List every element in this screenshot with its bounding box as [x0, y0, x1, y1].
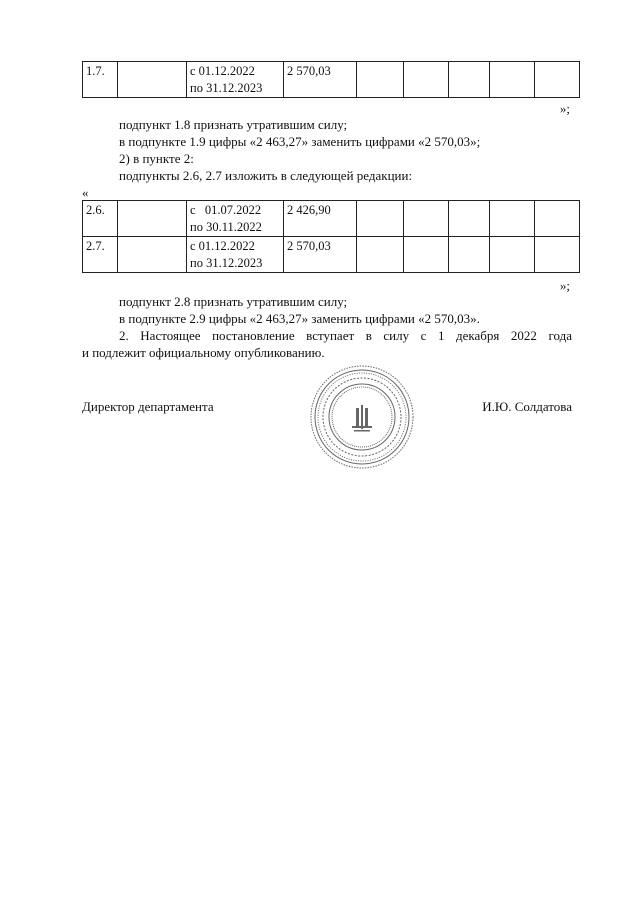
period-start: с 01.12.2022: [190, 64, 255, 78]
table-cell-value: 2 570,03: [284, 62, 357, 98]
table-cell-empty: [357, 237, 404, 273]
round-stamp-icon: [309, 364, 415, 470]
table-cell-empty: [449, 201, 490, 237]
table-row: [83, 62, 580, 98]
paragraph: [82, 328, 572, 344]
table-cell-empty: [490, 237, 535, 273]
period-start: с 01.07.2022: [190, 203, 262, 217]
table-cell-value: 2 570,03: [284, 237, 357, 273]
table-cell-period: [187, 237, 284, 273]
table-cell-empty: [357, 62, 404, 98]
table-cell-empty: [118, 62, 187, 98]
table-cell-number: 2.7.: [83, 237, 118, 273]
tariff-table-1: [82, 61, 580, 98]
table-cell-period: [187, 201, 284, 237]
table-cell-empty: [404, 201, 449, 237]
table-cell-number: 2.6.: [83, 201, 118, 237]
table-cell-value: 2 426,90: [284, 201, 357, 237]
table-cell-empty: [535, 62, 580, 98]
table-row: [83, 237, 580, 273]
table-cell-empty: [118, 201, 187, 237]
period-end: по 31.12.2023: [190, 256, 263, 270]
paragraph: подпункты 2.6, 2.7 изложить в следующей редакции:: [119, 168, 413, 183]
table-cell-empty: [404, 237, 449, 273]
table-cell-empty: [357, 201, 404, 237]
table-cell-empty: [490, 62, 535, 98]
period-start: с 01.12.2022: [190, 239, 255, 253]
table-cell-period: [187, 62, 284, 98]
paragraph-text: 2. Настоящее постановление вступает в силу с 1 декабря 2022 года: [119, 328, 572, 343]
closing-quote: »;: [559, 101, 570, 116]
signature-position: Директор департамента: [82, 399, 214, 414]
period-end: по 30.11.2022: [190, 220, 262, 234]
paragraph: и подлежит официальному опубликованию.: [82, 345, 325, 360]
paragraph: в подпункте 2.9 цифры «2 463,27» заменить цифрами «2 570,03».: [119, 311, 480, 326]
table-cell-empty: [404, 62, 449, 98]
table-cell-empty: [535, 201, 580, 237]
opening-quote: «: [82, 185, 89, 200]
signature-name: И.Ю. Солдатова: [482, 399, 572, 414]
period-end: по 31.12.2023: [190, 81, 263, 95]
tariff-table-2: [82, 200, 580, 273]
table-cell-number: 1.7.: [83, 62, 118, 98]
paragraph: подпункт 2.8 признать утратившим силу;: [119, 294, 348, 309]
table-cell-empty: [490, 201, 535, 237]
closing-quote: »;: [559, 278, 570, 293]
paragraph: в подпункте 1.9 цифры «2 463,27» заменить цифрами «2 570,03»;: [119, 134, 481, 149]
table-cell-empty: [449, 62, 490, 98]
table-cell-empty: [535, 237, 580, 273]
table-cell-empty: [449, 237, 490, 273]
paragraph: подпункт 1.8 признать утратившим силу;: [119, 117, 348, 132]
table-row: [83, 201, 580, 237]
paragraph: 2) в пункте 2:: [119, 151, 194, 166]
table-cell-empty: [118, 237, 187, 273]
